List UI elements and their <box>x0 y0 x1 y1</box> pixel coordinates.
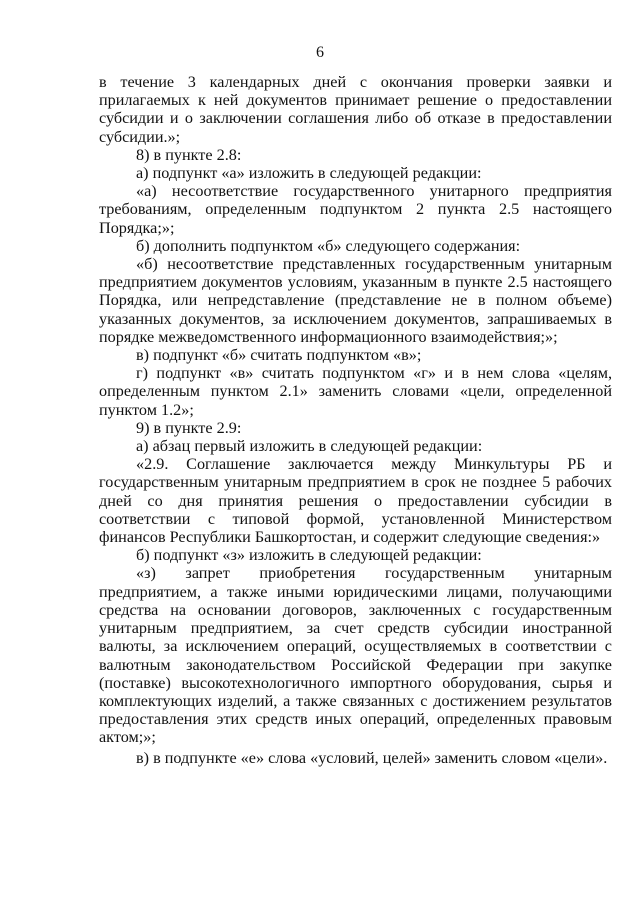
paragraph-item-9-b: б) подпункт «з» изложить в следующей редакции: <box>136 546 482 565</box>
paragraph-item-2-9-text: «2.9. Соглашение заключается между Минкультуры РБ и государственным унитарным предприятием в срок не позднее 5 рабочих дней со дня принятия решения о предоставлении субсидии в соответствии с типовой формой, установленной Министерством финансов Республики Башкортостан, и содержит следующие сведения:» <box>99 455 612 547</box>
paragraph-decision-terms: в течение 3 календарных дней с окончания проверки заявки и прилагаемых к ней документов принимает решение о предоставлении субсидии и о заключении соглашения либо об отказе в предоставлении субсидии.»; <box>99 73 612 146</box>
paragraph-subitem-a: а) подпункт «а» изложить в следующей редакции: <box>136 164 482 183</box>
paragraph-subitem-b-text: «б) несоответствие представленных государственным унитарным предприятием документов условиям, указанным в пункте 2.5 настоящего Порядка, или непредставление (представление не в полном объеме) указанных документов, за исключением документов, запрашиваемых в порядке межведомственного информационного взаимодействия;»; <box>99 255 612 346</box>
paragraph-item-9: 9) в пункте 2.9: <box>136 418 242 437</box>
page-number: 6 <box>316 44 324 61</box>
paragraph-subitem-z-text: «з) запрет приобретения государственным унитарным предприятием, а также иными юридическими лицами, получающими средства на основании договоров, заключенных с государственным унитарным предприятием, за счет средств субсидии иностранной валюты, за исключением операций, осуществляемых в соответствии с валютным законодательством Российской Федерации при закупке (поставке) высокотехнологичного импортного оборудования, сырья и комплектующих изделий, а также связанных с достижением результатов предоставления этих средств иных операций, определенных правовым актом;»; <box>99 564 612 747</box>
paragraph-subitem-b: б) дополнить подпунктом «б» следующего содержания: <box>136 236 521 255</box>
paragraph-item-9-v: в) в подпункте «е» слова «условий, целей» заменить словом «цели». <box>136 748 608 767</box>
document-body <box>99 73 612 767</box>
paragraph-subitem-a-text: «а) несоответствие государственного унитарного предприятия требованиям, определенным подпунктом 2 пункта 2.5 настоящего Порядка;»; <box>99 182 612 237</box>
paragraph-item-8: 8) в пункте 2.8: <box>136 145 242 164</box>
paragraph-item-9-a: а) абзац первый изложить в следующей редакции: <box>136 437 483 456</box>
paragraph-subitem-g: г) подпункт «в» считать подпунктом «г» и в нем слова «целям, определенным пунктом 2.1» заменить словами «цели, определенной пунктом 1.2»; <box>99 364 612 419</box>
paragraph-subitem-v: в) подпункт «б» считать подпунктом «в»; <box>136 346 422 365</box>
